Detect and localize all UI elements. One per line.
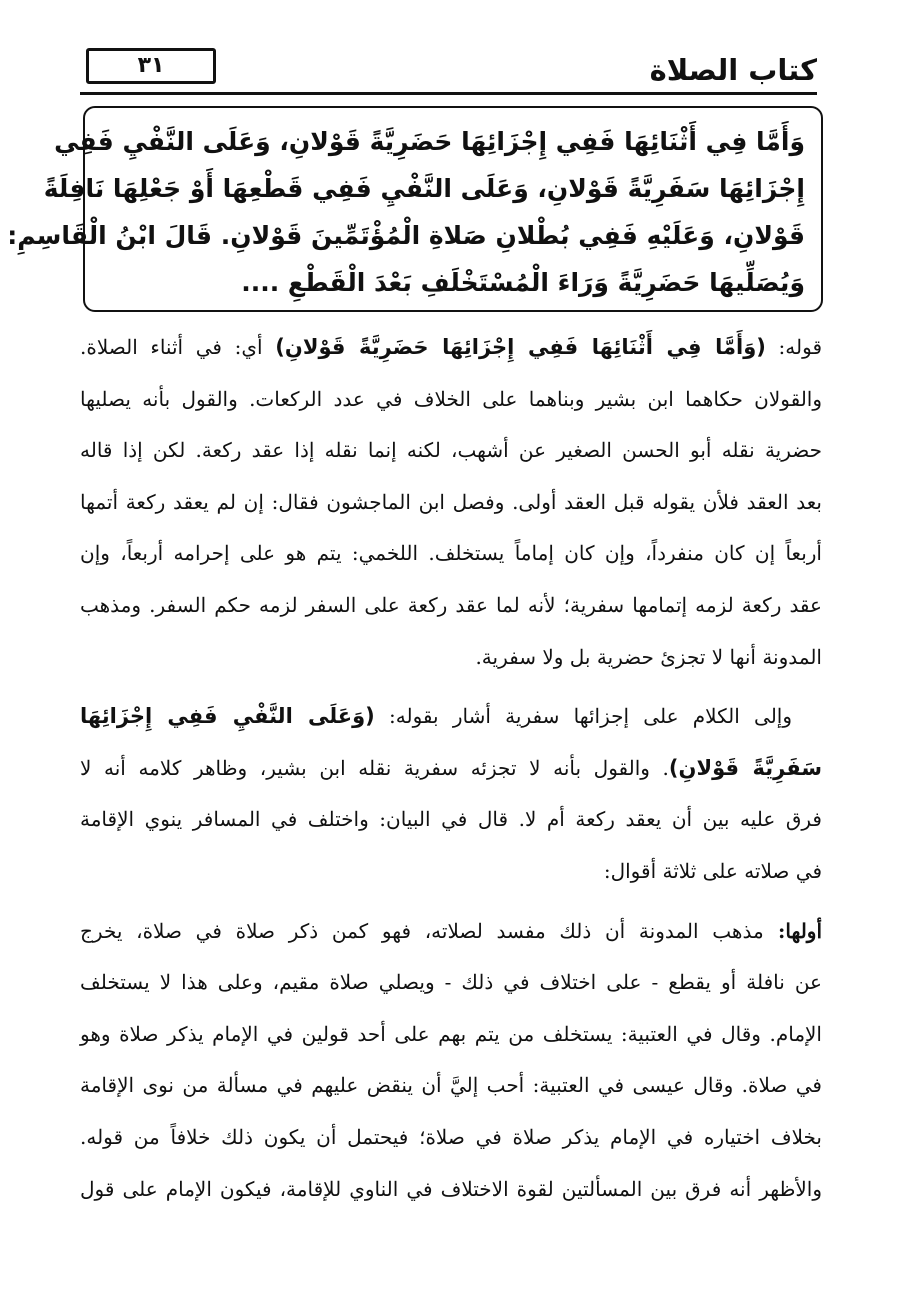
matn-line: وَيُصَلِّيهَا حَضَرِيَّةً وَرَاءَ الْمُسْتَخْلَفِ بَعْدَ الْقَطْعِ .... bbox=[241, 268, 805, 297]
commentary-line: أربعاً إن كان منفرداً، وإن كان إماماً يستخلف. اللخمي: يتم هو على إحرامه أربعاً، وإن bbox=[80, 541, 822, 566]
commentary-line: الإمام. وقال في العتبية: يستخلف من يتم بهم على أحد قولين في الإمام يذكر صلاة وهو bbox=[80, 1021, 822, 1046]
page-header bbox=[80, 48, 817, 94]
commentary-text: وإلى الكلام على إجزائها سفرية أشار بقوله: bbox=[374, 704, 792, 729]
matn-line: قَوْلانِ، وَعَلَيْهِ فَفِي بُطْلانِ صَلاةِ الْمُؤْتَمِّينَ قَوْلانِ. قَالَ ابْنُ الْقَاسِمِ: bbox=[7, 221, 805, 250]
matn-line: إِجْزَائِهَا سَفَرِيَّةً قَوْلانِ، وَعَلَى النَّفْيِ فَفِي قَطْعِهَا أَوْ جَعْلِهَا نَافِلَةً bbox=[43, 174, 805, 203]
matn-quote: (وَعَلَى النَّفْيِ فَفِي إِجْزَائِهَا bbox=[80, 704, 375, 729]
commentary-line: بخلاف اختياره في الإمام يذكر صلاة في صلاة؛ فيحتمل أن يكون ذلك خلافاً من قوله. bbox=[80, 1124, 822, 1149]
commentary-text: أي: في أثناء الصلاة. bbox=[80, 335, 276, 359]
commentary-line: والأظهر أنه فرق بين المسألتين لقوة الاختلاف في الناوي للإقامة، فيكون الإمام على قول bbox=[80, 1176, 822, 1201]
commentary-line: والقولان حكاهما ابن بشير وبناهما على الخلاف في عدد الركعات. والقول بأنه يصليها bbox=[80, 386, 822, 411]
matn-quote: سَفَرِيَّةً قَوْلانِ) bbox=[668, 755, 823, 780]
running-title: كتاب الصلاة bbox=[649, 53, 817, 87]
commentary-line: في صلاة. وقال عيسى في العتبية: أحب إليَّ أن ينقض عليهم في مسألة من نوى الإقامة bbox=[80, 1073, 822, 1098]
commentary-text: قوله: bbox=[765, 335, 823, 359]
commentary-line: المدونة أنها لا تجزئ حضرية بل ولا سفرية. bbox=[475, 644, 822, 669]
matn-quote: (وَأَمَّا فِي أَثْنَائِهَا فَفِي إِجْزَائِهَا حَضَرِيَّةً قَوْلانِ) bbox=[275, 335, 766, 359]
commentary-line bbox=[80, 322, 822, 374]
commentary-line: في صلاته على ثلاثة أقوال: bbox=[603, 858, 822, 883]
commentary-line: عقد ركعة لزمه إتمامها سفرية؛ لأنه لما عقد ركعة على السفر لزمه حكم السفر. ومذهب bbox=[80, 592, 822, 617]
commentary-line bbox=[80, 906, 822, 958]
paragraph-gap bbox=[80, 898, 822, 906]
commentary-text: مذهب المدونة أن ذلك مفسد لصلاته، فهو كمن ذكر صلاة في صلاة، يخرج bbox=[80, 918, 764, 943]
commentary-text: . والقول بأنه لا تجزئه سفرية نقله ابن بشير، وظاهر كلامه أنه لا bbox=[80, 755, 669, 780]
paragraph-gap bbox=[80, 683, 822, 691]
matn-line: وَأَمَّا فِي أَثْنَائِهَا فَفِي إِجْزَائِهَا حَضَرِيَّةً قَوْلانِ، وَعَلَى النَّفْيِ فَفِي bbox=[54, 127, 805, 156]
commentary-line: بعد العقد فلأن يقوله قبل العقد أولى. وفصل ابن الماجشون فقال: إن لم يعقد ركعة أتمها bbox=[80, 489, 822, 514]
page-number: ٣١ bbox=[86, 48, 216, 84]
commentary-line bbox=[80, 691, 822, 743]
commentary-line: فرق عليه بين أن يعقد ركعة أم لا. قال في البيان: واختلف في المسافر ينوي الإقامة bbox=[80, 807, 822, 832]
matn-box bbox=[7, 106, 823, 312]
commentary-line: حضرية نقله أبو الحسن الصغير عن أشهب، لكنه إنما نقله إذا عقد ركعة. لكن إذا قاله bbox=[80, 438, 822, 463]
point-label: أولها: bbox=[763, 918, 823, 943]
commentary-line bbox=[80, 743, 822, 795]
header-rule bbox=[80, 92, 817, 95]
commentary bbox=[80, 322, 822, 1215]
commentary-line: عن نافلة أو يقطع - على اختلاف في ذلك - ويصلي صلاة مقيم، وعلى هذا لا يستخلف bbox=[80, 970, 822, 995]
